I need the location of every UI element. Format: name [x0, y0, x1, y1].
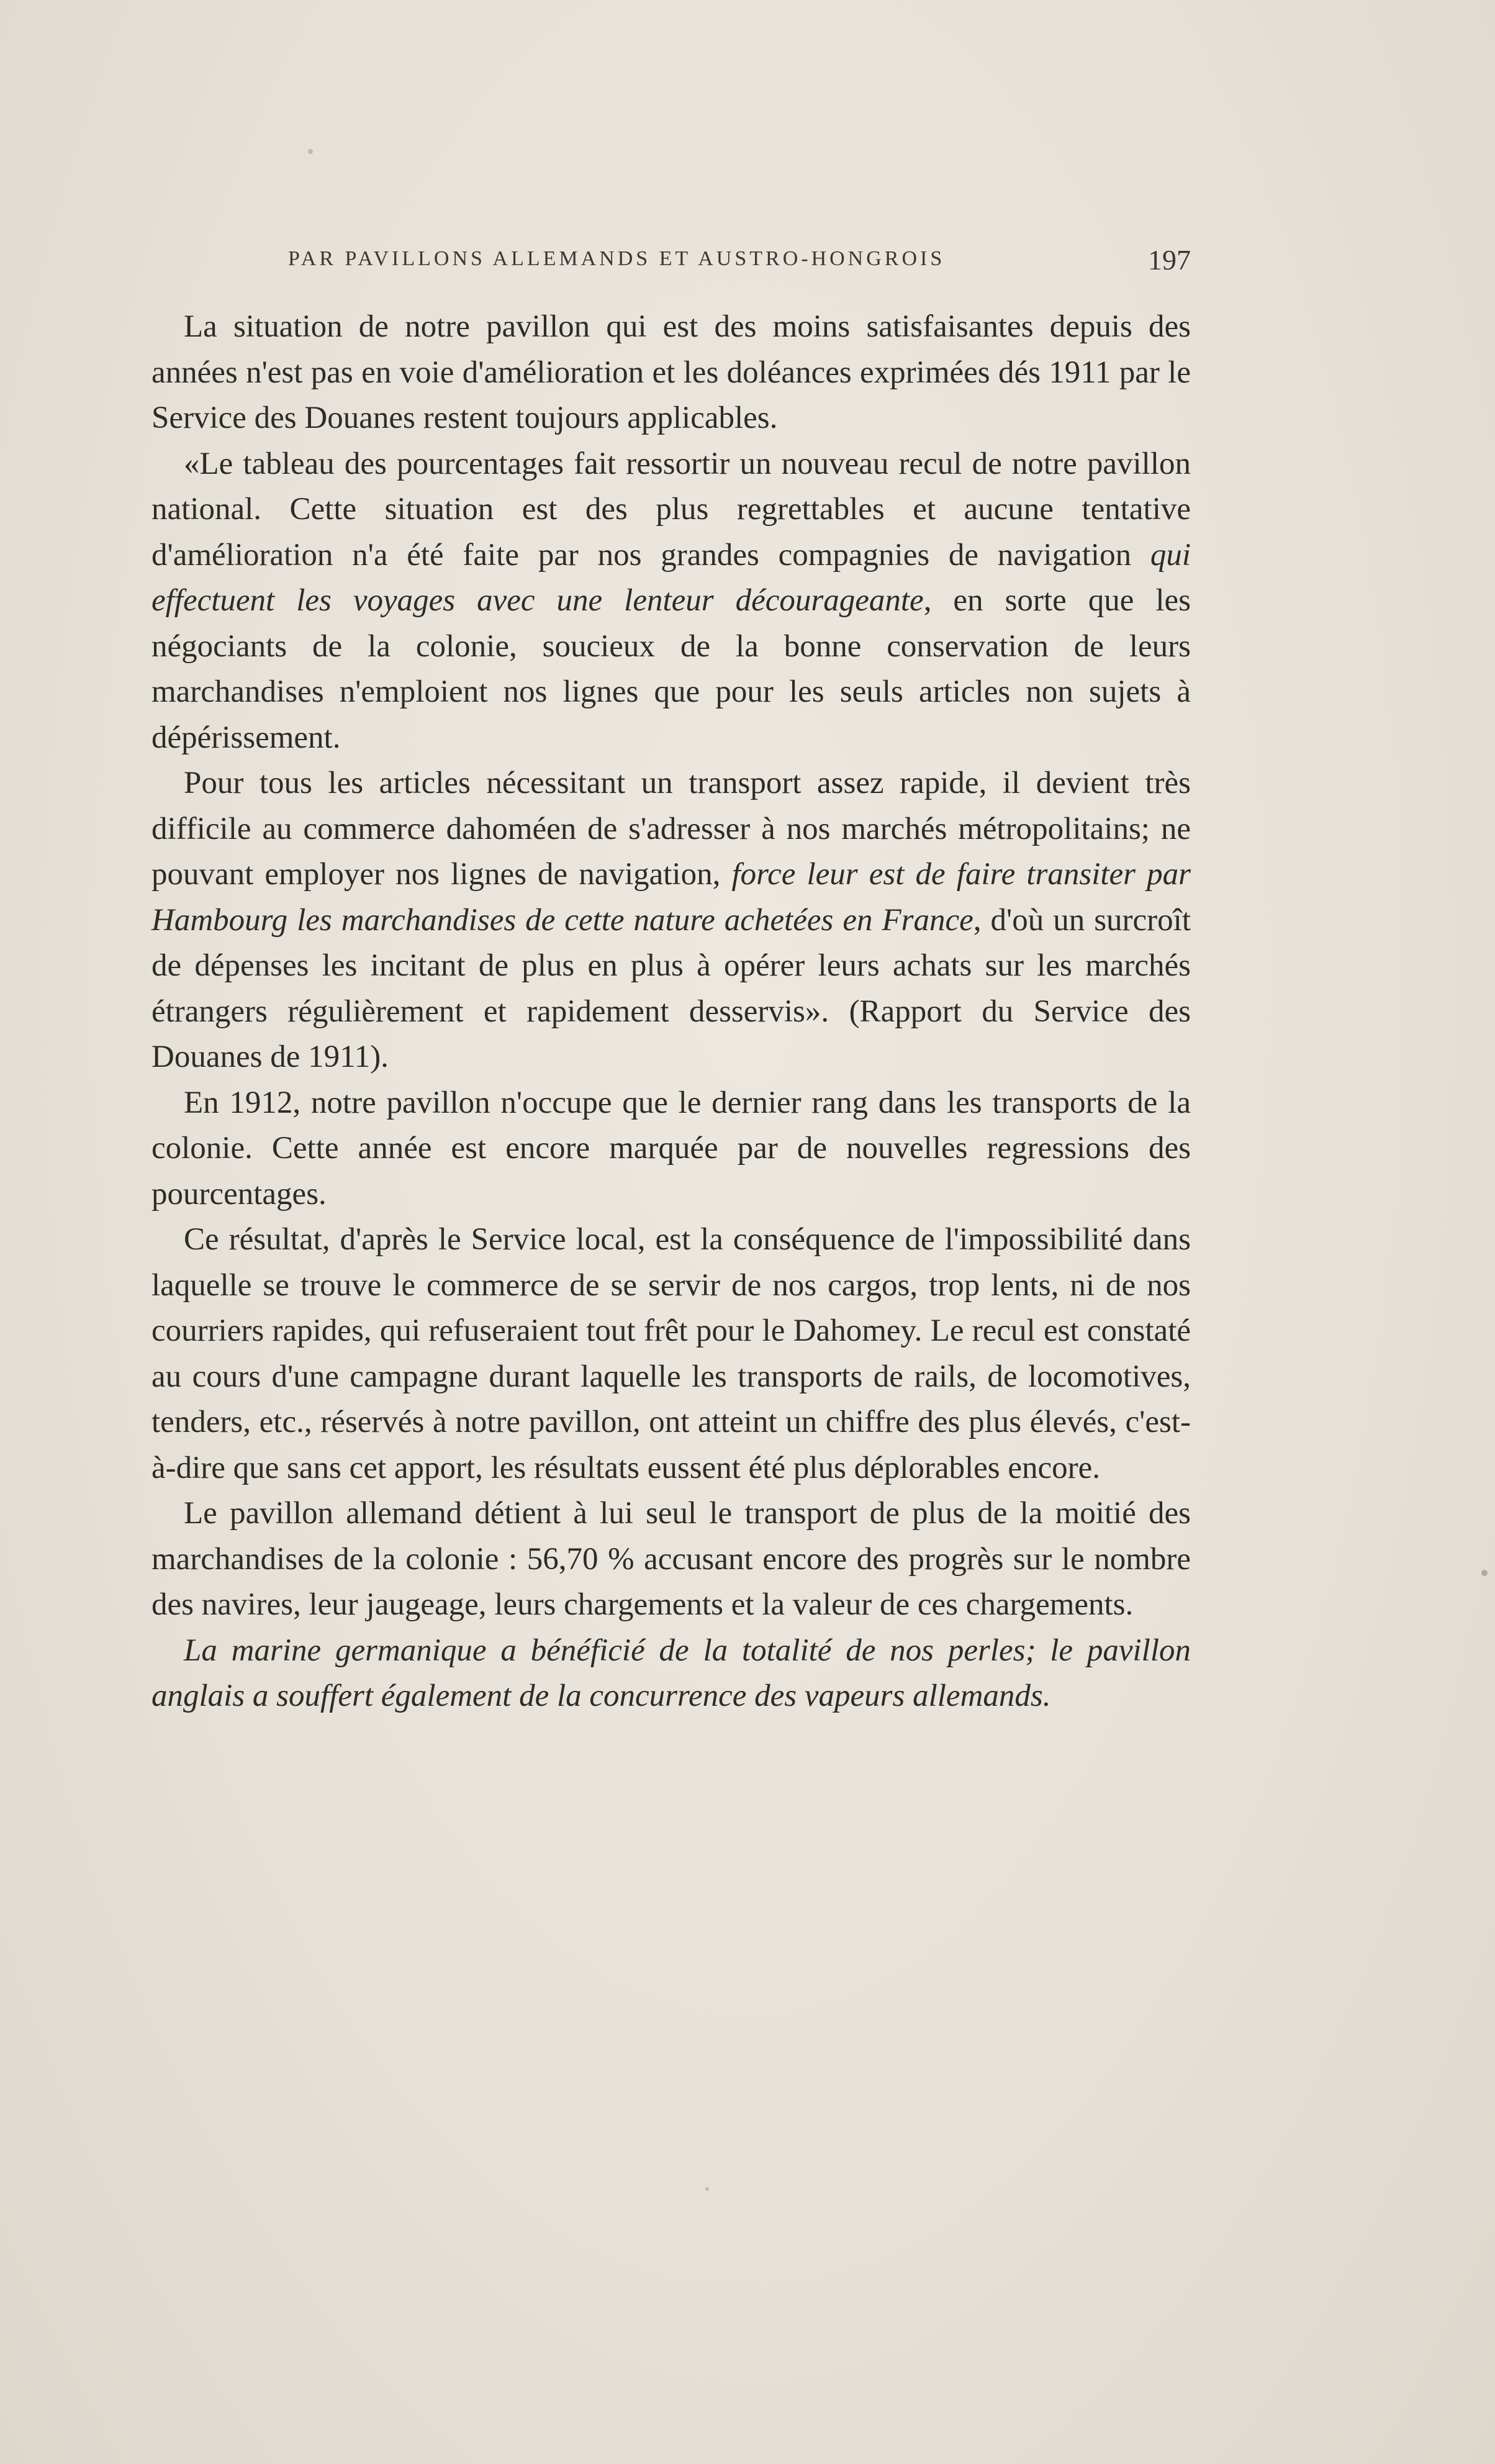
running-head	[151, 244, 1191, 284]
paragraph: Le pavillon allemand détient à lui seul le transport de plus de la moitié des marchandises de la colonie : 56,70 % accusant encore des progrès sur le nombre des navires, leur jaugeage, leurs chargements et la valeur de ces chargements.	[151, 1496, 1191, 1622]
paragraph	[151, 761, 1191, 1080]
paragraph: Ce résultat, d'après le Service local, est la conséquence de l'impossibilité dans laquelle se trouve le commerce de se servir de nos cargos, trop lents, ni de nos courriers rapides, qui refuseraient tout frêt pour le Dahomey. Le recul est constaté au cours d'une campagne durant laquelle les transports de rails, de locomotives, tenders, etc., réservés à notre pavillon, ont atteint un chiffre des plus élevés, c'est-à-dire que sans cet apport, les résultats eussent été plus déplorables encore.	[151, 1222, 1191, 1485]
paragraph-text: La situation de notre pavillon qui est des moins satisfaisantes depuis des années n'est pas en voie d'amélioration et les doléances exprimées dés 1911 par le Service des Douanes restent toujours applicables.	[151, 309, 1191, 435]
paragraph-text: , en sorte que les négociants de la colonie, soucieux de la bonne conservation de leurs marchandises n'emploient nos lignes que pour les seuls articles non sujets à dépérissement.	[151, 583, 1191, 755]
emphasis-text: qui effectuent les voyages avec une lenteur décourageante	[151, 537, 1191, 618]
running-title: PAR PAVILLONS ALLEMANDS ET AUSTRO-HONGROIS	[288, 247, 946, 270]
paragraph: En 1912, notre pavillon n'occupe que le dernier rang dans les transports de la colonie. Cette année est encore marquée par de nouvelles regressions des pourcentages.	[151, 1085, 1191, 1212]
paragraph-text: «Le tableau des pourcentages fait ressortir un nouveau recul de notre pavillon national. Cette situation est des plus regrettables et aucune tentative d'amélioration n'a été faite par nos grandes compagnies de navigation	[151, 446, 1191, 573]
paragraph	[151, 304, 1191, 442]
paper-speck	[308, 149, 313, 154]
paper-speck	[1481, 1570, 1488, 1576]
paper-speck	[705, 2187, 709, 2191]
page-number: 197	[1148, 244, 1191, 276]
paragraph-italic: La marine germanique a bénéficié de la totalité de nos perles; le pavillon anglais a souffert également de la concurrence des vapeurs allemands.	[151, 1633, 1191, 1713]
paragraph-text: Pour tous les articles nécessitant un transport assez rapide, il devient très difficile au commerce dahoméen de s'adresser à nos marchés métropolitains; ne pouvant employer nos lignes de navigation,	[151, 766, 1191, 892]
paragraph	[151, 442, 1191, 761]
body-text	[151, 304, 1191, 1719]
emphasis-text: force leur est de faire transiter par Hambourg les marchandises de cette nature achetées en France	[151, 857, 1191, 938]
paragraph-text: , d'où un surcroît de dépenses les incitant de plus en plus à opérer leurs achats sur les marchés étrangers régulièrement et rapidement desservis». (Rapport du Service des Douanes de 1911).	[151, 902, 1191, 1074]
